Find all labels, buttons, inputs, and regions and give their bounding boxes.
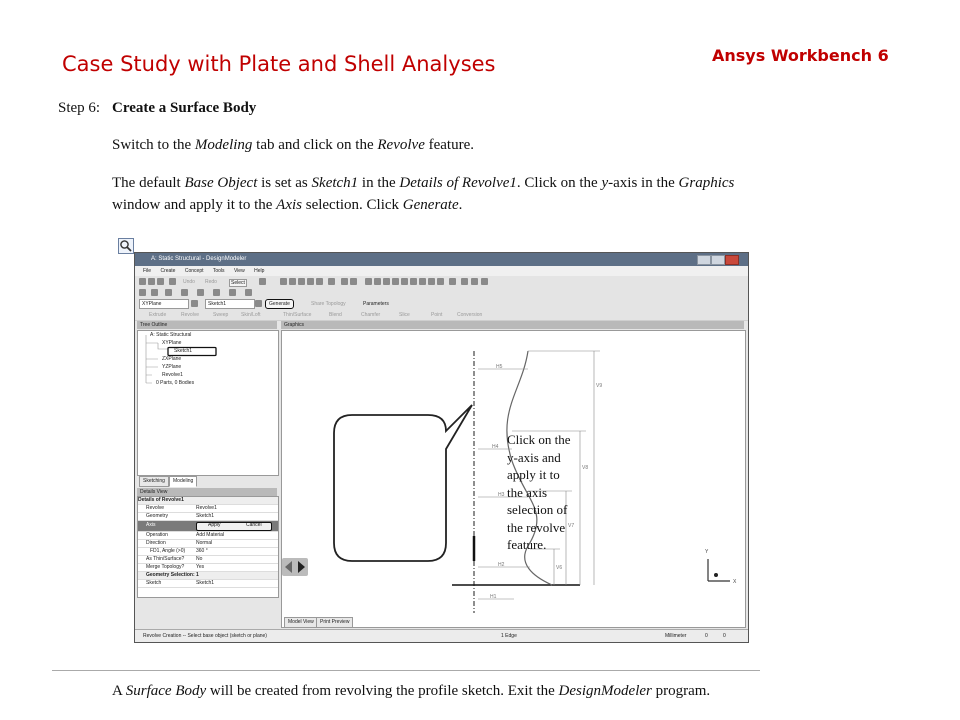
tree-outline-header: Tree Outline [137,321,277,329]
hide-icon[interactable] [341,278,348,285]
details-row-operation[interactable]: Operation Add Material [138,532,278,540]
chamfer-button[interactable]: Chamfer [361,312,381,318]
details-row-thin-surface[interactable]: As Thin/Surface? No [138,556,278,564]
zoom-in-icon[interactable] [383,278,390,285]
display-points-icon[interactable] [481,278,488,285]
details-title: Details of Revolve1 [138,497,278,505]
dim-label-v9: V9 [596,383,603,389]
menu-help[interactable]: Help [254,268,265,274]
revolve-button[interactable]: Revolve [181,312,200,318]
generate-button[interactable] [265,299,294,309]
extrude-button[interactable]: Extrude [149,312,167,318]
window-titlebar [135,253,748,266]
look-at-icon[interactable] [181,289,188,296]
details-row-merge-topology[interactable]: Merge Topology? Yes [138,564,278,572]
redo-button[interactable]: Redo [205,279,217,285]
graphics-window [281,330,746,628]
details-row-sketch[interactable]: Sketch Sketch1 [138,580,278,588]
select-edges-icon[interactable] [289,278,296,285]
rotate-icon[interactable] [365,278,372,285]
skin-loft-button[interactable]: Skin/Loft [241,312,261,318]
dim-label-v7: V7 [568,523,575,529]
status-coord-2: 0 [723,633,726,639]
triad-icon[interactable] [229,289,236,296]
blend-button[interactable]: Blend [329,312,342,318]
callout-text: Click on the y-axis and apply it to the axis selection of the revolve feature. [507,432,571,552]
generate-button-label: Generate [269,301,290,307]
cancel-button[interactable]: Cancel [246,522,262,528]
thin-surface-button[interactable]: Thin/Surface [283,312,312,318]
nav-arrows-icon[interactable] [282,558,308,576]
axis-icon[interactable] [245,289,252,296]
menu-file[interactable]: File [143,268,152,274]
plane-select[interactable]: XYPlane [139,299,189,309]
tab-modeling[interactable]: Modeling [169,476,197,487]
new-sketch-button-icon[interactable] [255,300,262,307]
tab-sketching[interactable]: Sketching [139,476,169,487]
tree-item-revolve1[interactable]: Revolve1 [162,372,183,378]
axis-triad [705,549,737,585]
pan-icon[interactable] [374,278,381,285]
dim-label-h4: H4 [492,444,499,450]
instruction-paragraph-2: The default Base Object is set as Sketch1 in the Details of Revolve1. Click on the y-axis in the Graphics window and apply it to the Axis selection. Click Generate. [112,175,735,213]
instruction-paragraph-3: A Surface Body will be created from revolving the profile sketch. Exit the DesignModeler program. [112,683,711,699]
dim-label-h3: H3 [498,492,505,498]
body-select-icon[interactable] [151,289,158,296]
designmodeler-window [134,252,749,643]
details-row-geometry[interactable]: Geometry Sketch1 [138,513,278,521]
sweep-button[interactable]: Sweep [213,312,229,318]
apply-button[interactable]: Apply [208,522,221,528]
details-row-angle[interactable]: FD1, Angle (>0) 360 ° [138,548,278,556]
details-row-direction[interactable]: Direction Normal [138,540,278,548]
dim-label-v8: V8 [582,465,589,471]
details-view-header: Details View [137,488,277,496]
maximize-button[interactable] [711,255,725,265]
select-bodies-icon[interactable] [307,278,314,285]
tree-item-root[interactable]: A: Static Structural [150,332,192,338]
tab-print-preview[interactable]: Print Preview [316,617,353,628]
new-plane-button-icon[interactable] [191,300,198,307]
triad-y-label: Y [705,549,709,555]
details-row-axis[interactable]: Axis Apply Cancel [138,521,278,532]
tab-model-view[interactable]: Model View [284,617,318,628]
point-button[interactable]: Point [431,312,443,318]
face-select-icon[interactable] [139,289,146,296]
step-title: Create a Surface Body [112,100,257,116]
menu-bar [135,266,748,276]
display-mode-icon[interactable] [461,278,468,285]
close-button[interactable] [725,255,739,265]
box-select-icon[interactable] [328,278,335,285]
zoom-box-icon[interactable] [401,278,408,285]
menu-view[interactable]: View [233,268,245,274]
magnifier-icon[interactable] [118,238,134,254]
new-icon[interactable] [139,278,146,285]
status-selection: 1 Edge [501,633,517,639]
select-mode-icon[interactable] [259,278,266,285]
select-faces-icon[interactable] [298,278,305,285]
dim-label-v6: V6 [556,565,563,571]
select-points-icon[interactable] [280,278,287,285]
undo-button[interactable]: Undo [183,279,195,285]
status-bar [135,629,748,642]
details-row-geometry-selection: Geometry Selection: 1 [138,572,278,580]
status-units: Millimeter [665,633,687,639]
tree-item-sketch1[interactable]: Sketch1 [174,348,193,354]
step-label: Step 6: [58,100,101,116]
tree-item-parts-bodies[interactable]: 0 Parts, 0 Bodies [156,380,195,386]
view-next-icon[interactable] [437,278,444,285]
select-button[interactable]: Select [231,280,245,286]
status-coord-1: 0 [705,633,708,639]
divider [52,670,760,671]
menu-concept[interactable]: Concept [184,268,204,274]
tree-item-yzplane[interactable]: YZPlane [162,364,182,370]
save-icon[interactable] [148,278,155,285]
menu-tools[interactable]: Tools [212,268,225,274]
conversion-button[interactable]: Conversion [457,312,483,318]
show-icon[interactable] [350,278,357,285]
magnify-icon[interactable] [419,278,426,285]
share-topology-button[interactable]: Share Topology [311,301,346,307]
view-previous-icon[interactable] [428,278,435,285]
dim-label-h2: H2 [498,562,505,568]
instruction-paragraph-1: Switch to the Modeling tab and click on the Revolve feature. [112,137,474,153]
tree-item-zxplane[interactable]: ZXPlane [162,356,182,362]
new-plane-icon[interactable] [165,289,172,296]
menu-create[interactable]: Create [160,268,176,274]
parameters-button[interactable]: Parameters [363,301,389,307]
tree-outline [137,330,279,476]
iso-view-icon[interactable] [449,278,456,285]
status-message: Revolve Creation -- Select base object (sketch or plane) [143,633,267,639]
tree-item-xyplane[interactable]: XYPlane [162,340,182,346]
details-view [137,496,279,598]
new-sketch-icon[interactable] [197,289,204,296]
camera-icon[interactable] [169,278,176,285]
ruler-icon[interactable] [213,289,220,296]
minimize-button[interactable] [697,255,711,265]
zoom-fit-icon[interactable] [410,278,417,285]
zoom-out-icon[interactable] [392,278,399,285]
feature-toolbar [135,309,748,321]
display-edges-icon[interactable] [471,278,478,285]
triad-x-label: X [733,579,737,585]
window-title: A: Static Structural - DesignModeler [151,256,247,262]
course-tag: Ansys Workbench 6 [712,46,889,65]
extend-selection-icon[interactable] [316,278,323,285]
sketch-select[interactable]: Sketch1 [205,299,255,309]
slide-title: Case Study with Plate and Shell Analyses [62,52,496,76]
dim-label-h5: H5 [496,364,503,370]
dim-label-h1: H1 [490,594,497,600]
slice-button[interactable]: Slice [399,312,410,318]
details-row-revolve[interactable]: Revolve Revolve1 [138,505,278,513]
graphics-header: Graphics [281,321,744,329]
export-icon[interactable] [157,278,164,285]
